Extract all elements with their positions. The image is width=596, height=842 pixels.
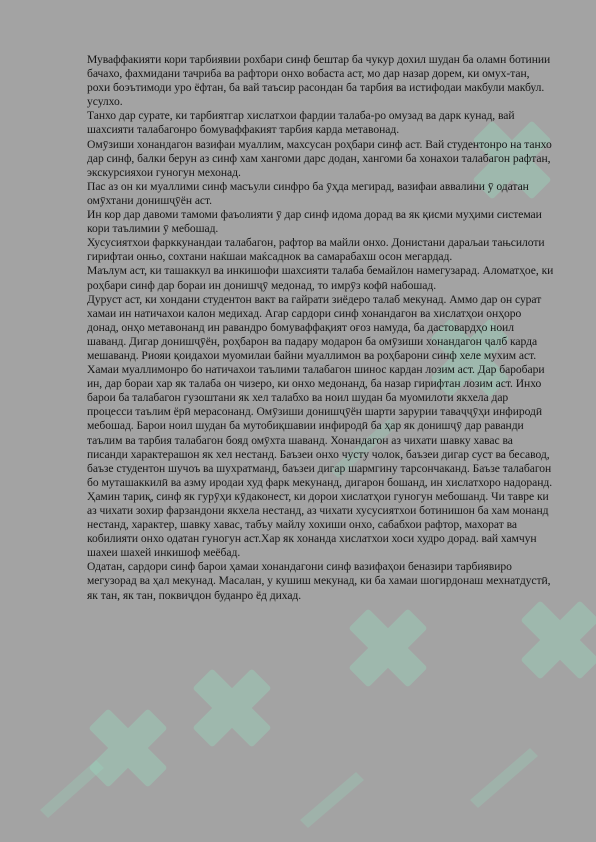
paragraph: Пас аз он ки муаллими синф масъули синфро ба ӯҳда мегирад, вазифаи аввалини ӯ одатан омӯхтани донишҷӯён аст.	[87, 179, 529, 207]
paragraph: Омӯзиши хонандагон вазифаи муаллим, махсусан роҳбари синф аст. Вай студентонро на танхо дар синф, балки берун аз синф хам хангоми дарс додан, хангоми ба хонахои талабагон рафтан, экскурсияхои гуногун мехонад.	[87, 137, 552, 179]
paragraph: Муваффакияти кори тарбиявии рохбари синф бештар ба чукур дохил шудан ба оламн ботинии бачахо, фахмидани тачриба ва рафтори онхо вобаста аст, мо дар назар дорем, ки омух-тан, рохи боэътимоди уро ёфтан, ба вай таъсир расондан ба тарбия ва истифодаи макбули макбул. усулхо.	[87, 53, 551, 109]
watermark-cross-icon	[173, 649, 292, 768]
paragraph: Хусусиятхои фарккунандаи талабагон, рафтор ва майли онхо. Донистани дараљаи тањсилоти гирифтаи онњо, сохтани наќшаи маќсаднок ва самарабахш осон мегардад.	[87, 236, 545, 264]
watermark-cross-icon	[329, 589, 448, 708]
watermark-stroke	[470, 748, 538, 808]
watermark-stroke	[300, 772, 364, 828]
paragraph: Дуруст аст, ки хондани студентон вакт ва гайрати зиёдеро талаб мекунад. Аммо дар он сурат хамаи ин натичахои калон медихад. Агар сардори синф хонандагон ва хислатҳои онҳоро донад, онҳо метавонанд ин равандро бомуваффақият оғоз намуда, ба дастовардҳо ноил шаванд. Дигар донишҷӯён, роҳбарон ва падару модарон ба омӯзиши хонандагон ҷалб карда мешаванд. Риояи қоидахои муомилаи байни муаллимон ва роҳбарони синф хеле мухим аст. Хамаи муаллимонро бо натичахои таълими талабагон шинос кардан лозим аст. Дар баробари ин, дар бораи хар як талаба он чизеро, ки онхо медонанд, ба назар гирифтан лозим аст. Инхо барои ба талабагон гузоштани як хел талабхо ва ноил шудан ба муомилоти якхела дар процесси таълим ёрӣ мерасонанд. Омӯзиши донишҷӯён шарти зарурии таваҷҷӯҳи инфиродӣ мебошад. Барои ноил шудан ба мутобиқшавии инфиродӣ ба ҳар як донишҷӯ дар раванди таълим ва тарбия талабагон бояд омӯхта шаванд. Хонандагон аз чихати шавку хавас ва писанди характерашон як хел нестанд. Баъзеи онхо чусту чолок, баъзеи дигар суст ва бесавод, баъзе студентон шучоъ ва шухратманд, баъзеи дигар шармгину тарсончаканд. Баъзе талабагон бо муташаккилӣ ва азму иродаи худ фарк мекунанд, дигарон бошанд, ин хислатхоро надоранд. Ҳамин тариқ, синф як гурӯҳи кӯдаконест, ки дорои хислатҳои гуногун мебошанд. Чи тавре ки аз чихати зохир фарзандони якхела нестанд, аз чихати хусусиятхои ботинишон ба хам монанд нестанд, характер, шавку хавас, табъу майлу хохиши онхо, сабабхои рафтор, махорат ва кобилияти онхо одатан гуногун аст.Хар як хонанда хислатхои хоси худро дорад. вай хамчун шахеи шахей инкишоф меёбад.	[87, 292, 553, 560]
document-body	[87, 53, 555, 603]
paragraph: Маълум аст, ки ташаккул ва инкишофи шахсияти талаба бемайлон намегузарад. Аломатҳое, ки роҳбари синф дар бораи ин донишҷӯ медонад, то имрӯз кофӣ набошад.	[87, 264, 554, 292]
paragraph: Одатан, сардори синф барои ҳамаи хонандагони синф вазифаҳои беназири тарбиявиро мегузорад ва ҳал мекунад. Масалан, у кушиш мекунад, ки ба хамаи шогирдонаш мехнатдустӣ, як тан, як тан, поквиҷдон буданро ёд дихад.	[87, 560, 551, 602]
watermark-cross-icon	[69, 689, 188, 808]
paragraph: Ин кор дар давоми тамоми фаъолияти ӯ дар синф идома дорад ва як қисми муҳими системаи кори таълимии ӯ мебошад.	[87, 208, 542, 236]
watermark-stroke	[40, 760, 104, 818]
paragraph: Танхо дар сурате, ки тарбиятгар хислатхои фардии талаба-ро омузад ва дарк кунад, вай шахсияти талабагонро бомуваффакият тарбия карда метавонад.	[87, 109, 515, 137]
